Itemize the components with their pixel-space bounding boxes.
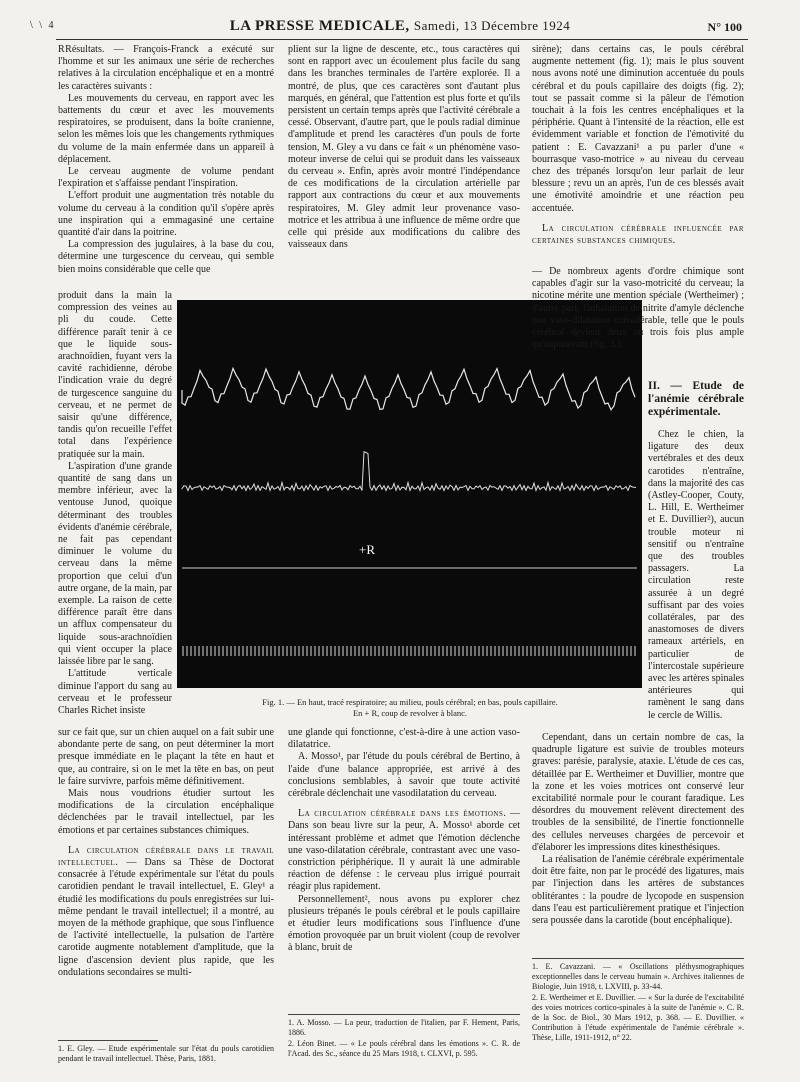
column-3-top bbox=[532, 44, 744, 266]
column-3-chem-start: — De nombreux agents d'ordre chimique sont capables d'agir sur la vaso-motricité du cerveau; la nicotine mérite une mention spéciale (Wertheimer) ; d'autre part, l'inhalation de nitrite d'amyle déclenche une vaso-dilatation considérable, telle que le pouls cérébral devient deux ou trois fois plus ample qu'auparavant (fig. 3.). bbox=[532, 266, 744, 351]
paragraph: L'effort produit une augmentation très notable du volume du cerveau à la condition qu'il s'opère après une inspiration qui a emmagasiné une certaine quantité d'air dans la poitrine. bbox=[58, 190, 274, 239]
time-marker-ticks bbox=[183, 646, 635, 656]
paragraph: Les mouvements du cerveau, en rapport avec les battements du cœur et avec les mouvements respiratoires, se produisent, dans la boîte cranienne, selon les mêmes lois que les changements rythmiques du volume de la main enfermée dans un appareil à déplacement. bbox=[58, 92, 274, 165]
footnote-rule bbox=[532, 958, 744, 959]
footnote-rule bbox=[58, 1040, 158, 1041]
paragraph: L'attitude verticale diminue l'apport du sang au cerveau et le professeur Charles Richet insiste bbox=[58, 668, 172, 716]
paragraph: plient sur la ligne de descente, etc., tous caractères qui sont en rapport avec un écoulement plus facile du sang dans les branches terminales de l'artère explorée. Il a montré, de plus, que ces caractères sont d'autant plus marqués, en général, que l'attention est plus forte et qu'ils persistent un certain temps après que l'activité cérébrale a cessé. Observant, d'autre part, que le pouls radial diminue d'amplitude et prend les caractères d'un pouls de forte tension, M. Gley a vu dans ce fait « un phénomène vaso-moteur inverse de celui qui se produit dans les vaisseaux du cerveau ». Enfin, après avoir montré l'indépendance de ces modifications de la circulation artérielle par rapport aux contractions du cœur et aux mouvements respiratoires, M. Gley admit leur provenance vaso-motrice et les attribua à une influence de même ordre que celle qui préside aux modifications du calibre des vaisseaux dans bbox=[288, 44, 520, 251]
revolver-marker: +R bbox=[359, 542, 376, 557]
section-chemicals bbox=[532, 223, 744, 247]
section-emotions: La circulation cérébrale dans les émotions. — Dans son beau livre sur la peur, A. Mosso¹ aborde cet intéressant problème et admet que l'émotion déclenche une vaso-dilatation cérébrale, contrastant avec une vaso-constriction périphérique. Il y aurait là une admirable réaction de défense : le cerveau plus irrigué pourrait réagir plus rapidement. bbox=[288, 808, 520, 893]
part-2-heading: II. — Etude de l'anémie cérébrale expérimentale. bbox=[648, 380, 744, 418]
footnote-rule bbox=[288, 1014, 520, 1015]
section-heading: La circulation cérébrale dans le travail intellectuel. bbox=[58, 844, 274, 869]
footnotes-col2: 1. A. Mosso. — La peur, traduction de l'italien, par F. Hement, Paris, 1886. 2. Léon Binet. — « Le pouls cérébral dans les émotions ». C. R. de l'Acad. des Sc., séance du 25 Mars 1918, t. CLXVI, p. 595. bbox=[288, 1018, 520, 1058]
paragraph: La réalisation de l'anémie cérébrale expérimentale doit être faite, non par le procédé des ligatures, mais par l'injection dans les artères de substances oblitérantes : la poudre de lycopode en suspension dans l'eau est particulièrement pratique et l'injection sera poussée dans la carotide (bout encéphalique). bbox=[532, 854, 744, 927]
footnote-col1: 1. E. Gley. — Etude expérimentale sur l'état du pouls carotidien pendant le travail intellectuel. Thèse, Paris, 1881. bbox=[58, 1044, 274, 1063]
respiratory-trace bbox=[182, 368, 635, 409]
cerebral-pulse-trace bbox=[182, 452, 636, 491]
journal-title: LA PRESSE MEDICALE, bbox=[229, 18, 410, 34]
section-heading: La circulation cérébrale influencée par certaines substances chimiques. bbox=[532, 222, 744, 247]
tracing-svg bbox=[177, 300, 642, 688]
paragraph: RRésultats. — François-Franck a exécuté sur l'homme et sur les animaux une série de recherches relatives à la circulation encéphalique et en a montré les caractères suivants : bbox=[58, 44, 274, 92]
section-heading: La circulation cérébrale dans les émotions. bbox=[298, 808, 507, 820]
figure-1-trace bbox=[177, 300, 642, 688]
column-2-top bbox=[288, 44, 520, 288]
section-intellectual-work: La circulation cérébrale dans le travail intellectuel. — Dans sa Thèse de Doctorat consacrée à l'étude expérimentale sur l'état du pouls carotidien pendant le travail intellectuel, E. Gley¹ a étudié les modifications du pouls enregistrées sur lui-même pendant le travail intellectuel; il a montré, au moyen de la méthode graphique, que sous l'influence de l'activité intellectuelle, la pulsation de l'artère carotide augmente notablement d'amplitude, que la ligne d'ascension devient plus rapide, que les ondulations secondaires se multi- bbox=[58, 844, 274, 978]
header-rule bbox=[56, 39, 748, 40]
page-number: \ \ 4 bbox=[30, 20, 56, 31]
paragraph: Chez le chien, la ligature des deux vertébrales et des deux carotides n'entraîne, dans la majorité des cas (Astley-Cooper, Couty, L. Hill, E. Wertheimer et E. Duvillier²), aucun trouble moteur ni sensitif ou n'entraîne que des troubles passagers. La circulation reste assurée à un degré suffisant par des voies collatérales, par des anastomoses de divers rameaux artériels, en particulier de l'intercostale supérieure avec les artères spinales antérieures qui ramènent le sang dans le cercle de Willis. bbox=[648, 429, 744, 721]
column-3-narrow bbox=[648, 292, 744, 732]
paragraph: Personnellement², nous avons pu explorer chez plusieurs trépanés le pouls cérébral et le pouls capillaire et étudier leurs modifications sous l'influence d'une émotion provoquée par un bruit violent (coup de revolver à blanc, bruit de bbox=[288, 893, 520, 954]
paragraph: produit dans la main la compression des veines au pli du coude. Cette différence paraît tenir à ce que le liquide sous-arachnoïdien, fuyant vers la cavité rachidienne, dérobe l'indication vraie du degré de turgescence sanguine du cerveau, et ne permet de saisir qu'une différence, tandis qu'on recueille l'effet total dans l'expérience pratiquée sur la main. bbox=[58, 290, 172, 460]
masthead bbox=[0, 18, 800, 35]
paragraph: sirène); dans certains cas, le pouls cérébral augmente nettement (fig. 1); mais le plus souvent nous avons noté une diminution accentuée du pouls cérébral et du pouls capillaire des doigts (fig. 2); tout se passait comme si la pâleur de l'émotion touchait à la fois les centres encéphaliques et la périphérie. Quant à l'intensité de la réaction, elle est évidemment variable et fonction de l'émotivité du patient : E. Cavazzani¹ a pu parler d'une « bourrasque vaso-motrice » au niveau du cerveau chez des trépanés lorsqu'on leur parlait de leur blessure ; revu un an après, l'un de ces blessés avait une émotivité amoindrie et une réaction peu accentuée. bbox=[532, 44, 744, 214]
paragraph: A. Mosso¹, par l'étude du pouls cérébral de Bertino, à l'aide d'une balance appropriée, est arrivé à des conclusions semblables, à savoir que toute activité cérébrale déclenchait une vasodilatation du cerveau. bbox=[288, 751, 520, 800]
paragraph: une glande qui fonctionne, c'est-à-dire à une action vaso-dilatatrice. bbox=[288, 727, 520, 751]
column-2-bottom bbox=[288, 727, 520, 1012]
paragraph: La compression des jugulaires, à la base du cou, détermine une turgescence du cerveau, qui semble bien moins considérable que celle que bbox=[58, 239, 274, 275]
paragraph: sur ce fait que, sur un chien auquel on a fait subir une abondante perte de sang, on peut déterminer la mort presque immédiate en le plaçant la tête en haut et que, au contraire, si on le met la tête en bas, on peut le faire survivre, parfois même définitivement. bbox=[58, 727, 274, 787]
footnotes-col3: 1. E. Cavazzani. — « Oscillations pléthysmographiques exceptionnelles dans le cerveau humain ». Archives italiennes de Biologie, Juin 1918, t. LXVIII, p. 33-44. 2. E. Wertheimer et E. Duvillier. — « Sur la durée de l'excitabilité des voies motrices cortico-spinales à la suite de l'anémie ». C. R. de la Soc. de Biol., 30 Mars 1912, p. 368. — E. Duvillier. « Contribution à l'étude expérimentale de l'anémie cérébrale ». Thèse, Lille, 1911-1912, n° 22. bbox=[532, 962, 744, 1042]
figure-caption: Fig. 1. — En haut, tracé respiratoire; au milieu, pouls cérébral; en bas, pouls capillaire. En + R, coup de revolver à blanc. bbox=[262, 697, 558, 718]
paragraph: L'aspiration d'une grande quantité de sang dans un membre inférieur, avec la ventouse Junod, quoique déterminant des troubles évidents d'anémie cérébrale, ne fait pas cependant diminuer le volume du cerveau dans la même proportion que celui d'un autre organe, de la main, par exemple. La raison de cette différence paraît être dans un afflux compensateur du liquide sous-arachnoïdien qui vient occuper la place laissée libre par le sang. bbox=[58, 460, 172, 668]
paragraph: Le cerveau augmente de volume pendant l'expiration et s'affaisse pendant l'inspiration. bbox=[58, 166, 274, 190]
issue-date: Samedi, 13 Décembre 1924 bbox=[413, 18, 571, 33]
paragraph: Cependant, dans un certain nombre de cas, la quadruple ligature est suivie de troubles moteurs graves: parésie, paralysie, ataxie. L'étude de ces cas, détaillée par E. Wertheimer et Duvillier, montre que la zone et les voies motrices ont conservé leur excitabilité normale pour le courant faradique. Les désordres du mouvement relèvent directement des troubles de la sensibilité, de l'inertie fonctionnelle des cellules nerveuses chargées de percevoir et d'élaborer les impressions dites kinesthésiques. bbox=[532, 732, 744, 853]
paragraph: Mais nous voudrions étudier surtout les modifications de la circulation encéphalique déclenchées par le travail intellectuel, par les émotions et par certaines substances chimiques. bbox=[58, 788, 274, 836]
column-3-bottom bbox=[532, 732, 744, 954]
column-1-top bbox=[58, 44, 274, 292]
column-1-bottom bbox=[58, 727, 274, 1045]
issue-number: N° 100 bbox=[707, 20, 742, 34]
column-1-narrow bbox=[58, 290, 172, 716]
